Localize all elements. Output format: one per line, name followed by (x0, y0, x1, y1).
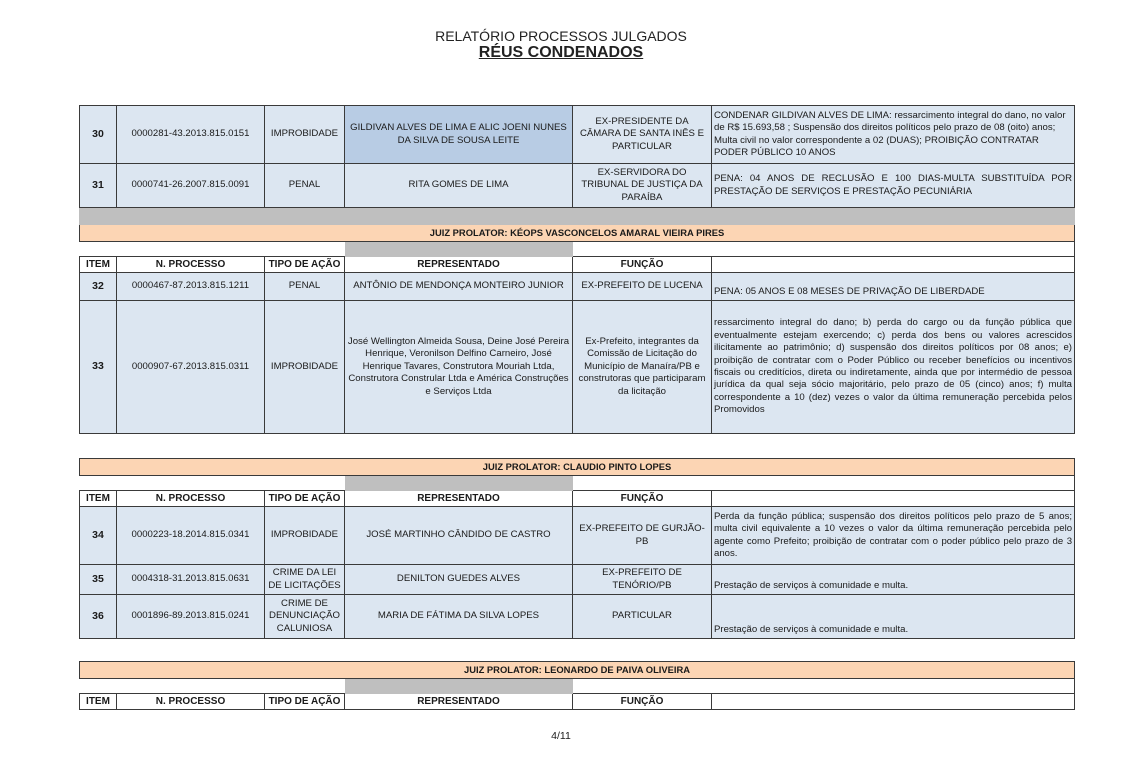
judge-header (80, 662, 1075, 679)
col-processo: N. PROCESSO (117, 694, 265, 710)
table-row[interactable] (80, 164, 1075, 208)
item-number: 32 (80, 273, 117, 301)
defendant: MARIA DE FÁTIMA DA SILVA LOPES (345, 595, 573, 639)
col-representado: REPRESENTADO (345, 694, 573, 710)
role: EX-PRESIDENTE DA CÂMARA DE SANTA INÊS E PARTICULAR (573, 106, 712, 164)
defendant: José Wellington Almeida Sousa, Deine José Pereira Henrique, Veronilson Delfino Carneiro, José Henrique Tavares, Construtora Mouriah Ltda, Construtora Constrular Ltda e América Construções e Serviços Ltda (345, 301, 573, 434)
table-row[interactable] (80, 565, 1075, 595)
column-header-row (80, 257, 1075, 273)
action-type: PENAL (265, 273, 345, 301)
item-number: 34 (80, 507, 117, 565)
table-section-3 (79, 661, 1075, 710)
table-row[interactable] (80, 507, 1075, 565)
process-number: 0000281-43.2013.815.0151 (117, 106, 265, 164)
judge-title: JUIZ PROLATOR: CLAUDIO PINTO LOPES (80, 459, 1075, 476)
process-number: 0000223-18.2014.815.0341 (117, 507, 265, 565)
item-number: 31 (80, 164, 117, 208)
role: EX-PREFEITO DE LUCENA (573, 273, 712, 301)
col-funcao: FUNÇÃO (573, 694, 712, 710)
judge-header (80, 225, 1075, 242)
col-funcao: FUNÇÃO (573, 257, 712, 273)
process-number: 0000741-26.2007.815.0091 (117, 164, 265, 208)
gray-separator (80, 208, 1075, 225)
role: Ex-Prefeito, integrantes da Comissão de Licitação do Município de Manaíra/PB e construtoras que participaram da licitação (573, 301, 712, 434)
defendant: JOSÉ MARTINHO CÂNDIDO DE CASTRO (345, 507, 573, 565)
sentence: Perda da função pública; suspensão dos direitos políticos pelo prazo de 5 anos; multa civil equivalente a 10 vezes o valor da última remuneração percebida pelo agente como Prefeito; proibição de contratar com o poder público pelo prazo de 3 anos. (712, 507, 1075, 565)
table-section-1 (79, 105, 1075, 434)
blank-row (80, 242, 1075, 257)
item-number: 35 (80, 565, 117, 595)
col-item: ITEM (80, 694, 117, 710)
judge-header (80, 459, 1075, 476)
col-item: ITEM (80, 257, 117, 273)
defendant: GILDIVAN ALVES DE LIMA E ALIC JOENI NUNES DA SILVA DE SOUSA LEITE (345, 106, 573, 164)
sentence: Prestação de serviços à comunidade e multa. (712, 595, 1075, 639)
action-type: CRIME DA LEI DE LICITAÇÕES (265, 565, 345, 595)
defendant: ANTÔNIO DE MENDONÇA MONTEIRO JUNIOR (345, 273, 573, 301)
blank-row (80, 679, 1075, 694)
role: PARTICULAR (573, 595, 712, 639)
sentence: Prestação de serviços à comunidade e multa. (712, 565, 1075, 595)
col-funcao: FUNÇÃO (573, 491, 712, 507)
table-row[interactable] (80, 106, 1075, 164)
process-number: 0000467-87.2013.815.1211 (117, 273, 265, 301)
action-type: CRIME DE DENUNCIAÇÃO CALUNIOSA (265, 595, 345, 639)
process-number: 0000907-67.2013.815.0311 (117, 301, 265, 434)
defendant: RITA GOMES DE LIMA (345, 164, 573, 208)
action-type: IMPROBIDADE (265, 301, 345, 434)
sentence: PENA: 04 ANOS DE RECLUSÃO E 100 DIAS-MULTA SUBSTITUÍDA POR PRESTAÇÃO DE SERVIÇOS E PRESTAÇÃO PECUNIÁRIA (712, 164, 1075, 208)
report-title: RELATÓRIO PROCESSOS JULGADOS (435, 28, 687, 44)
column-header-row (80, 694, 1075, 710)
sentence: ressarcimento integral do dano; b) perda do cargo ou da função pública que eventualmente estejam exercendo; c) perda dos bens ou valores acrescidos ilicitamente ao patrimônio; d) suspensão dos direitos políticos por 08 anos; e) proibição de contratar com o Poder Público ou receber benefícios ou incentivos fiscais ou creditícios, direta ou indiretamente, ainda que por intermédio de pessoa jurídica da qual seja sócio majoritário, pelo prazo de 05 (cinco) anos; f) multa correspondente a 10 (dez) vezes o valor da última remuneração percebida pelos Promovidos (712, 301, 1075, 434)
col-tipo: TIPO DE AÇÃO (265, 694, 345, 710)
action-type: IMPROBIDADE (265, 507, 345, 565)
item-number: 36 (80, 595, 117, 639)
judge-title: JUIZ PROLATOR: KÉOPS VASCONCELOS AMARAL VIEIRA PIRES (80, 225, 1075, 242)
col-tipo: TIPO DE AÇÃO (265, 257, 345, 273)
role: EX-PREFEITO DE TENÓRIO/PB (573, 565, 712, 595)
col-representado: REPRESENTADO (345, 257, 573, 273)
col-processo: N. PROCESSO (117, 491, 265, 507)
col-representado: REPRESENTADO (345, 491, 573, 507)
table-row[interactable] (80, 301, 1075, 434)
action-type: PENAL (265, 164, 345, 208)
item-number: 30 (80, 106, 117, 164)
sentence: CONDENAR GILDIVAN ALVES DE LIMA: ressarcimento integral do dano, no valor de R$ 15.693,58 ; Suspensão dos direitos políticos pelo prazo de 08 (oito) anos; Multa civil no valor correspondente a 02 (DUAS); PROIBIÇÃO CONTRATAR PODER PÚBLICO 10 ANOS (712, 106, 1075, 164)
col-tipo: TIPO DE AÇÃO (265, 491, 345, 507)
item-number: 33 (80, 301, 117, 434)
defendant: DENILTON GUEDES ALVES (345, 565, 573, 595)
blank-row (80, 476, 1075, 491)
sentence: PENA: 05 ANOS E 08 MESES DE PRIVAÇÃO DE LIBERDADE (712, 273, 1075, 301)
role: EX-SERVIDORA DO TRIBUNAL DE JUSTIÇA DA PARAÍBA (573, 164, 712, 208)
process-number: 0004318-31.2013.815.0631 (117, 565, 265, 595)
action-type: IMPROBIDADE (265, 106, 345, 164)
role: EX-PREFEITO DE GURJÃO-PB (573, 507, 712, 565)
process-number: 0001896-89.2013.815.0241 (117, 595, 265, 639)
column-header-row (80, 491, 1075, 507)
judge-title: JUIZ PROLATOR: LEONARDO DE PAIVA OLIVEIRA (80, 662, 1075, 679)
col-item: ITEM (80, 491, 117, 507)
report-subtitle: RÉUS CONDENADOS (478, 44, 644, 61)
table-row[interactable] (80, 273, 1075, 301)
col-processo: N. PROCESSO (117, 257, 265, 273)
table-row[interactable] (80, 595, 1075, 639)
page-number: 4/11 (551, 730, 571, 742)
table-section-2 (79, 458, 1075, 639)
